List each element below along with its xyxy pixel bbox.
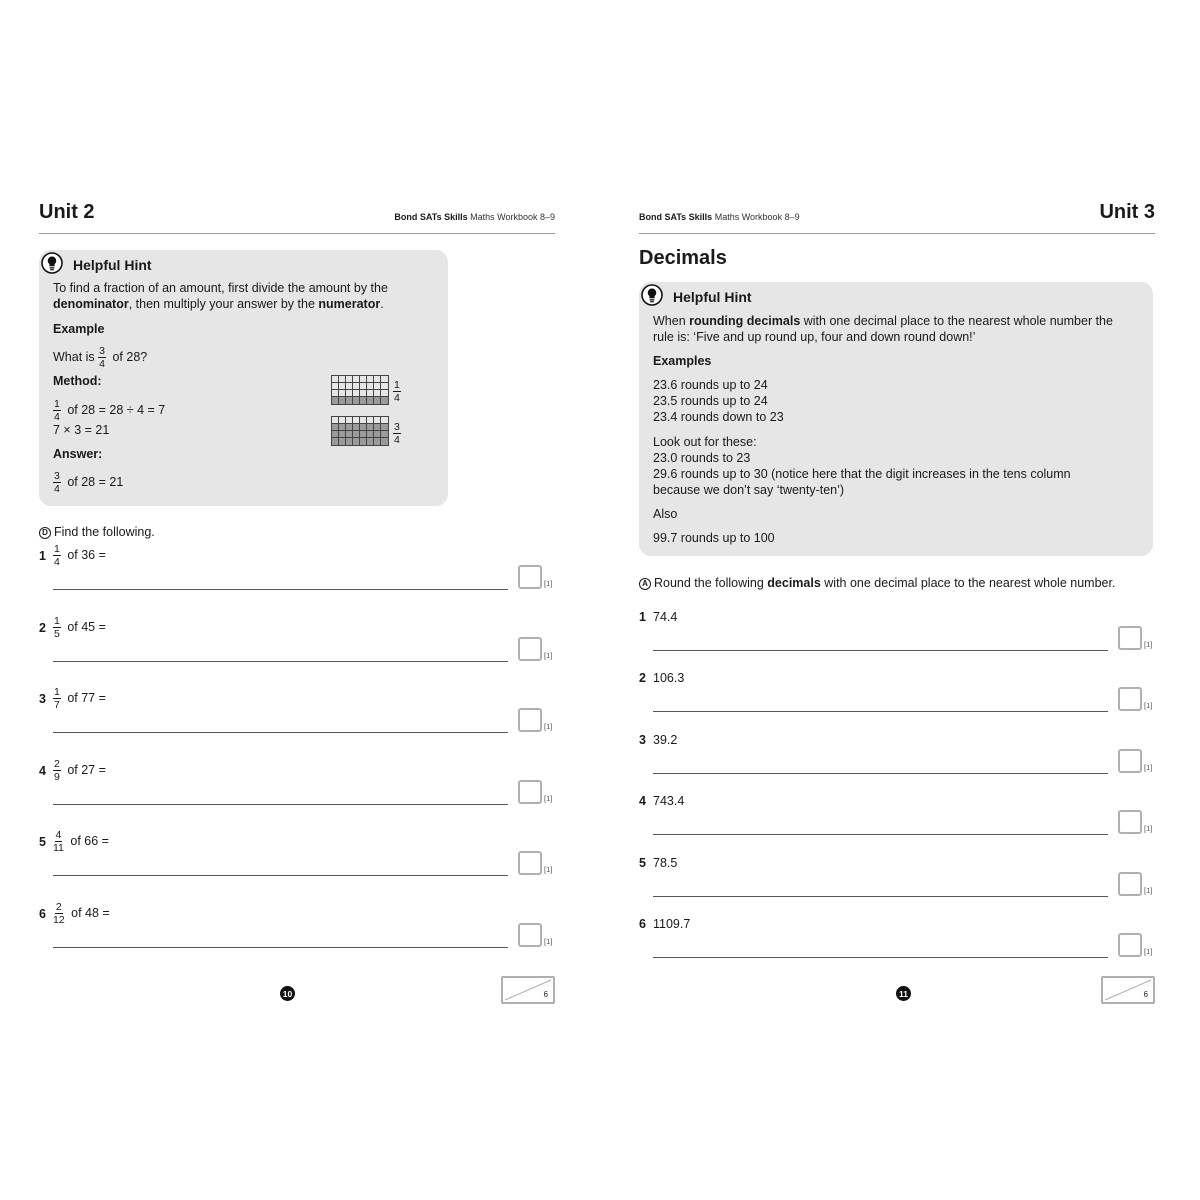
right-page xyxy=(639,0,1155,1200)
helpful-hint-box xyxy=(39,250,448,506)
grid-cell xyxy=(381,417,388,424)
answer-line[interactable] xyxy=(53,589,508,590)
lookout-item: because we don’t say ‘twenty-ten’) xyxy=(653,483,845,497)
question-text xyxy=(53,544,106,567)
question-number: 2 xyxy=(639,671,646,686)
answer-label: Answer: xyxy=(53,447,103,461)
grid-cell xyxy=(367,438,374,445)
question-number: 4 xyxy=(639,794,646,809)
grid-cell xyxy=(381,424,388,431)
grid-cell xyxy=(346,438,353,445)
grid-cell xyxy=(374,417,381,424)
question-text: 74.4 xyxy=(653,610,678,624)
mark-value: [1] xyxy=(544,722,553,732)
grid-cell xyxy=(346,424,353,431)
answer-line[interactable] xyxy=(53,947,508,948)
fraction xyxy=(53,399,61,422)
mark-box[interactable] xyxy=(518,637,542,661)
header-divider xyxy=(639,233,1155,234)
question-text xyxy=(53,616,106,639)
fraction-denominator: 9 xyxy=(54,770,60,783)
step1-text: of 28 = 28 ÷ 4 = 7 xyxy=(63,402,166,417)
fraction-denominator: 12 xyxy=(53,914,65,926)
lookout-label: Look out for these: xyxy=(653,435,757,449)
also-example: 99.7 rounds up to 100 xyxy=(653,531,775,545)
answer-line[interactable] xyxy=(53,732,508,733)
fraction-denominator: 5 xyxy=(54,627,60,640)
question-rest: of 48 = xyxy=(67,905,110,920)
answer-line[interactable] xyxy=(53,661,508,662)
grid-cell xyxy=(381,383,388,390)
lightbulb-icon xyxy=(641,284,663,306)
grid-cell xyxy=(339,438,346,445)
unit-title: Unit 3 xyxy=(1099,201,1155,223)
example-item: 23.5 rounds up to 24 xyxy=(653,394,768,408)
grid-cell xyxy=(374,390,381,397)
mark-box[interactable] xyxy=(1118,749,1142,773)
grid-1-4 xyxy=(331,375,389,405)
grid-cell xyxy=(381,431,388,438)
question-rest: of 27 = xyxy=(63,762,106,777)
grid-cell xyxy=(353,397,360,404)
grid-cell xyxy=(367,376,374,383)
grid-cell xyxy=(339,383,346,390)
header-divider xyxy=(39,233,555,234)
question-item xyxy=(39,687,555,747)
intro-end: . xyxy=(380,297,384,311)
fraction-numerator: 3 xyxy=(99,345,105,357)
fraction-denominator: 4 xyxy=(54,411,60,423)
unit-title: Unit 2 xyxy=(39,201,95,223)
grid-cell xyxy=(360,383,367,390)
grid-cell xyxy=(381,376,388,383)
question-item xyxy=(39,759,555,819)
answer-text: of 28 = 21 xyxy=(63,474,124,489)
answer-line[interactable] xyxy=(53,875,508,876)
grid-cell xyxy=(353,431,360,438)
mark-value: [1] xyxy=(544,937,553,946)
score-total: 6 xyxy=(543,990,548,999)
hint-intro-line1: When rounding decimals with one decimal place to the nearest whole number the xyxy=(653,314,1113,328)
lookout-item: 29.6 rounds up to 30 (notice here that the digit increases in the tens column xyxy=(653,467,1071,481)
example-question xyxy=(53,346,434,369)
fraction-denominator: 7 xyxy=(54,699,60,712)
answer-line[interactable] xyxy=(653,896,1108,897)
question-item xyxy=(39,830,555,890)
mark-value: [1] xyxy=(1144,885,1153,895)
method-step2: 7 × 3 = 21 xyxy=(53,423,110,437)
grid-cell xyxy=(353,390,360,397)
grid2-fraction: $\frac{3}{4}$ xyxy=(394,421,400,446)
question-text: 1109.7 xyxy=(653,917,691,931)
example-label: Example xyxy=(53,322,105,336)
grid-cell xyxy=(339,376,346,383)
question-rest: of 77 = xyxy=(63,690,106,705)
question-number: 3 xyxy=(39,692,46,707)
question-text xyxy=(53,687,106,710)
question-item xyxy=(639,731,1155,791)
grid-cell xyxy=(360,397,367,404)
grid-cell xyxy=(360,424,367,431)
question-text xyxy=(53,830,109,853)
question-item xyxy=(639,915,1155,975)
mark-box[interactable] xyxy=(518,780,542,804)
instruction-text: Find the following. xyxy=(54,525,155,539)
grid-cell xyxy=(360,438,367,445)
mark-box[interactable] xyxy=(1118,687,1142,711)
grid-cell xyxy=(353,417,360,424)
grid-cell xyxy=(360,431,367,438)
grid-cell xyxy=(346,397,353,404)
grid-cell xyxy=(374,431,381,438)
grid-cell xyxy=(332,424,339,431)
question-text xyxy=(53,902,110,925)
grid-cell xyxy=(367,383,374,390)
series-brand: Bond SATs Skills xyxy=(639,212,713,222)
series-subtitle: Maths Workbook 8–9 xyxy=(714,212,800,222)
answer-line xyxy=(53,471,434,494)
mark-box[interactable] xyxy=(1118,872,1142,896)
question-text: 78.5 xyxy=(653,855,678,870)
fraction-denominator: 11 xyxy=(53,842,64,855)
hint-intro xyxy=(653,313,1139,345)
hint-intro-line2: rule is: ‘Five and up round up, four and down round down!’ xyxy=(653,330,976,344)
section-title: Decimals xyxy=(639,247,727,269)
fraction-numerator: 4 xyxy=(55,829,62,842)
grid-cell xyxy=(332,390,339,397)
question-number: 1 xyxy=(639,610,646,624)
grid-cell xyxy=(339,431,346,438)
grid-cell xyxy=(332,383,339,390)
question-item xyxy=(639,854,1155,914)
fraction xyxy=(98,346,106,369)
grid-cell xyxy=(381,438,388,445)
page-number: 10 xyxy=(280,986,295,1001)
term-rounding-decimals: rounding decimals xyxy=(689,314,801,328)
fraction-numerator: 2 xyxy=(55,901,62,913)
grid-cell xyxy=(360,390,367,397)
mark-box[interactable] xyxy=(518,565,542,589)
instruction xyxy=(639,576,1115,590)
answer-line[interactable] xyxy=(653,773,1108,774)
grid-cell xyxy=(381,390,388,397)
score-total: 6 xyxy=(1143,990,1148,999)
question-item xyxy=(39,616,555,676)
exercise-letter-a: A xyxy=(639,578,651,590)
question-number: 5 xyxy=(39,835,46,850)
hint-intro-line1: To find a fraction of an amount, first divide the amount by the xyxy=(53,281,388,295)
grid-cell xyxy=(332,417,339,424)
grid-cell xyxy=(367,417,374,424)
question-item xyxy=(639,792,1155,852)
question-text: 39.2 xyxy=(653,732,678,747)
intro-mid: , then multiply your answer by the xyxy=(128,297,319,311)
question-number: 5 xyxy=(639,855,646,870)
question-number: 4 xyxy=(39,763,46,778)
answer-line[interactable] xyxy=(653,711,1108,712)
fraction xyxy=(53,471,61,494)
instruction xyxy=(39,525,155,539)
term-denominator: denominator xyxy=(53,297,129,311)
mark-box[interactable] xyxy=(1118,626,1142,650)
grid-cell xyxy=(353,438,360,445)
grid-cell xyxy=(346,431,353,438)
left-page xyxy=(39,0,555,1200)
grid1-fraction: $\frac{1}{4}$ xyxy=(394,379,400,404)
mark-value: [1] xyxy=(544,793,553,803)
also-label: Also xyxy=(653,507,678,521)
answer-line[interactable] xyxy=(53,804,508,805)
grid-cell xyxy=(332,397,339,404)
term-numerator: numerator xyxy=(318,297,381,311)
grid-cell xyxy=(374,424,381,431)
series-title xyxy=(639,212,800,222)
question-number: 3 xyxy=(639,732,646,747)
mark-box[interactable] xyxy=(1118,810,1142,834)
grid-cell xyxy=(332,431,339,438)
examples-label: Examples xyxy=(653,354,712,368)
grid-3-4 xyxy=(331,416,389,446)
answer-line[interactable] xyxy=(653,834,1108,835)
question-rest: of 45 = xyxy=(63,619,106,634)
fraction-numerator: 1 xyxy=(54,398,60,410)
question-text xyxy=(53,759,106,782)
question-item xyxy=(639,608,1155,668)
fraction-denominator: 4 xyxy=(99,358,105,370)
grid-cell xyxy=(346,390,353,397)
mark-value: [1] xyxy=(1144,701,1153,711)
question-rest: of 36 = xyxy=(63,547,106,562)
series-title xyxy=(394,212,555,222)
grid-cell xyxy=(367,424,374,431)
method-label: Method: xyxy=(53,374,102,388)
page-number: 11 xyxy=(896,986,911,1001)
mark-box[interactable] xyxy=(518,708,542,732)
fraction-numerator: 2 xyxy=(54,757,60,770)
grid-cell xyxy=(353,424,360,431)
mark-value: [1] xyxy=(1144,762,1153,772)
grid-cell xyxy=(339,397,346,404)
fraction xyxy=(53,759,61,782)
lightbulb-icon xyxy=(41,252,63,274)
mark-value: [1] xyxy=(1144,947,1153,956)
fraction-numerator: 3 xyxy=(54,470,60,482)
grid-cell xyxy=(346,376,353,383)
mark-value: [1] xyxy=(1144,640,1153,649)
question-number: 1 xyxy=(39,549,46,563)
mark-value: [1] xyxy=(544,579,553,588)
question-number: 6 xyxy=(639,917,646,931)
question-suffix: of 28? xyxy=(109,349,148,364)
grid-cell xyxy=(353,376,360,383)
fraction xyxy=(53,830,64,853)
mark-value: [1] xyxy=(544,650,553,660)
fraction xyxy=(53,687,61,710)
question-number: 2 xyxy=(39,620,46,635)
answer-line[interactable] xyxy=(653,957,1108,958)
fraction xyxy=(53,902,65,925)
hint-title: Helpful Hint xyxy=(673,289,752,305)
grid-cell xyxy=(332,438,339,445)
question-item xyxy=(39,902,555,962)
grid-cell xyxy=(339,390,346,397)
grid-cell xyxy=(332,376,339,383)
grid-cell xyxy=(353,383,360,390)
mark-box[interactable] xyxy=(518,851,542,875)
instruction-text: Round the following xyxy=(654,576,768,590)
lookout-item: 23.0 rounds to 23 xyxy=(653,451,751,465)
lookout-section xyxy=(653,434,1139,498)
example-item: 23.6 rounds up to 24 xyxy=(653,378,768,392)
grid-cell xyxy=(367,431,374,438)
example-item: 23.4 rounds down to 23 xyxy=(653,410,784,424)
hint-intro-line2 xyxy=(53,296,434,312)
mark-box[interactable] xyxy=(518,923,542,947)
instruction-text-end: with one decimal place to the nearest whole number. xyxy=(820,576,1116,590)
exercise-letter-d: D xyxy=(39,527,51,539)
grid-cell xyxy=(374,383,381,390)
hint-intro xyxy=(53,280,434,312)
answer-line[interactable] xyxy=(653,650,1108,651)
term-decimals: decimals xyxy=(767,576,821,590)
grid-cell xyxy=(346,417,353,424)
grid-cell xyxy=(367,397,374,404)
question-item xyxy=(39,544,555,604)
grid-cell xyxy=(339,424,346,431)
fraction xyxy=(53,616,61,639)
fraction-numerator: 1 xyxy=(54,614,60,627)
fraction xyxy=(53,544,61,567)
series-brand: Bond SATs Skills xyxy=(394,212,468,222)
question-number: 6 xyxy=(39,907,46,921)
question-text: 106.3 xyxy=(653,671,685,686)
fraction-numerator: 1 xyxy=(54,543,60,555)
grid-cell xyxy=(374,376,381,383)
grid-cell xyxy=(381,397,388,404)
grid-cell xyxy=(346,383,353,390)
grid-cell xyxy=(360,417,367,424)
grid-cell xyxy=(374,438,381,445)
helpful-hint-box xyxy=(639,282,1153,556)
mark-value: [1] xyxy=(1144,824,1153,834)
grid-cell xyxy=(339,417,346,424)
score-box[interactable] xyxy=(1101,976,1155,1004)
mark-value: [1] xyxy=(544,865,553,875)
grid-cell xyxy=(360,376,367,383)
mark-box[interactable] xyxy=(1118,933,1142,957)
examples-list xyxy=(653,377,1139,425)
grid-cell xyxy=(367,390,374,397)
question-text: 743.4 xyxy=(653,794,685,809)
fraction-denominator: 4 xyxy=(54,556,60,568)
question-prefix: What is xyxy=(53,349,99,364)
fraction-numerator: 1 xyxy=(54,686,60,699)
question-item xyxy=(639,669,1155,729)
hint-title: Helpful Hint xyxy=(73,257,152,273)
fraction-denominator: 4 xyxy=(54,483,60,495)
score-box[interactable] xyxy=(501,976,555,1004)
series-subtitle: Maths Workbook 8–9 xyxy=(470,212,555,222)
question-rest: of 66 = xyxy=(66,834,109,849)
grid-cell xyxy=(374,397,381,404)
